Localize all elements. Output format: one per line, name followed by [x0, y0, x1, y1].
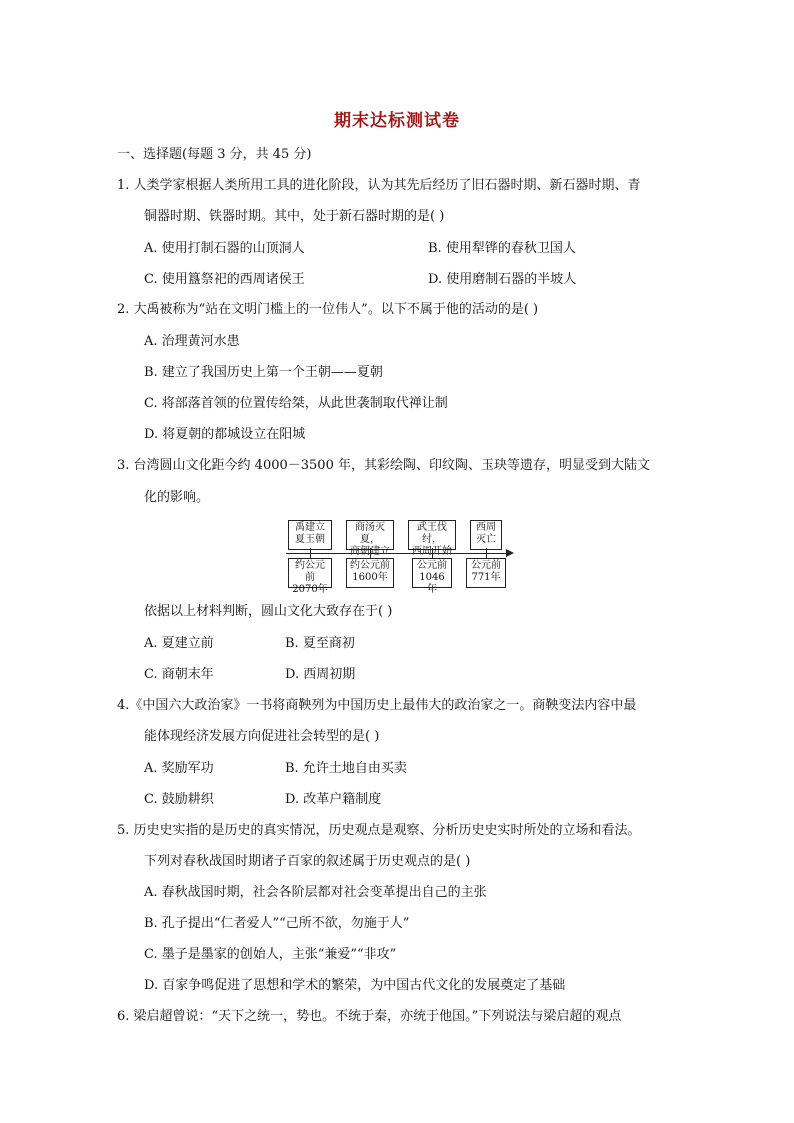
question-4-option-b: B. 允许土地自由买卖	[285, 761, 407, 776]
timeline-date-2	[346, 558, 394, 588]
timeline-tick	[310, 548, 311, 558]
question-2-option-a: A. 治理黄河水患	[144, 334, 240, 349]
question-4-option-a: A. 奖励军功	[144, 761, 214, 776]
question-3-option-a: A. 夏建立前	[144, 636, 214, 651]
timeline-date-4-text: 公元前 771年	[471, 560, 501, 583]
timeline-tick	[486, 548, 487, 558]
timeline-axis	[286, 553, 508, 554]
question-5-option-b: B. 孔子提出“仁者爱人”“己所不欲，勿施于人”	[144, 916, 410, 931]
question-1-line-1: 1. 人类学家根据人类所用工具的进化阶段，认为其先后经历了旧石器时期、新石器时期、青	[117, 178, 641, 193]
question-4-option-c: C. 鼓励耕织	[144, 792, 214, 807]
question-1-option-d: D. 使用磨制石器的半坡人	[428, 272, 577, 287]
timeline-arrow-icon	[506, 549, 514, 557]
question-4-line-2: 能体现经济发展方向促进社会转型的是( )	[144, 729, 380, 744]
question-2-option-c: C. 将部落首领的位置传给桀，从此世袭制取代禅让制	[144, 396, 448, 411]
question-1-option-c: C. 使用簋祭祀的西周诸侯王	[144, 272, 305, 287]
timeline-date-3-text: 公元前 1046年	[417, 560, 447, 595]
timeline-date-2-text: 约公元前 1600年	[350, 560, 390, 583]
history-timeline	[286, 520, 516, 595]
question-1-option-b: B. 使用犁铧的春秋卫国人	[428, 241, 576, 256]
question-5-line-2: 下列对春秋战国时期诸子百家的叙述属于历史观点的是( )	[144, 854, 471, 869]
timeline-event-2	[346, 520, 394, 557]
timeline-event-3-text: 武王伐纣， 西周开始	[412, 522, 452, 557]
question-3-line-1: 3. 台湾圆山文化距今约 4000－3500 年，其彩绘陶、印纹陶、玉玦等遗存，明显受到大陆文	[117, 458, 650, 473]
section-heading: 一、选择题(每题 3 分，共 45 分)	[117, 147, 312, 162]
question-6-line-1: 6. 梁启超曾说：“天下之统一，势也。不统于秦，亦统于他国。”下列说法与梁启超的观点	[117, 1009, 622, 1024]
timeline-date-3	[412, 558, 452, 595]
timeline-event-1-text: 禹建立 夏王朝	[295, 522, 325, 545]
question-4-option-d: D. 改革户籍制度	[285, 792, 382, 807]
question-4-line-1: 4.《中国六大政治家》一书将商鞅列为中国历史上最伟大的政治家之一。商鞅变法内容中最	[117, 698, 637, 713]
question-3-option-d: D. 西周初期	[285, 667, 356, 682]
timeline-event-1	[288, 520, 332, 550]
question-3-line-3: 依据以上材料判断，圆山文化大致存在于( )	[144, 604, 393, 619]
timeline-tick	[432, 548, 433, 558]
question-3-option-c: C. 商朝末年	[144, 667, 214, 682]
timeline-event-4	[470, 520, 502, 550]
timeline-tick	[370, 548, 371, 558]
question-3-line-2: 化的影响。	[144, 490, 210, 505]
timeline-date-4	[466, 558, 506, 588]
question-1-line-2: 铜器时期、铁器时期。其中，处于新石器时期的是( )	[144, 209, 445, 224]
question-5-option-c: C. 墨子是墨家的创始人，主张“兼爱”“非攻”	[144, 947, 397, 962]
timeline-event-2-text: 商汤灭夏， 商朝建立	[350, 522, 390, 557]
question-5-option-d: D. 百家争鸣促进了思想和学术的繁荣，为中国古代文化的发展奠定了基础	[144, 978, 566, 993]
question-2-line-1: 2. 大禹被称为“站在文明门槛上的一位伟人”。以下不属于他的活动的是( )	[117, 302, 539, 317]
timeline-event-4-text: 西周 灭亡	[476, 522, 496, 545]
timeline-event-3	[408, 520, 456, 557]
question-5-line-1: 5. 历史史实指的是历史的真实情况，历史观点是观察、分析历史史实时所处的立场和看法。	[117, 823, 641, 838]
question-1-option-a: A. 使用打制石器的山顶洞人	[144, 241, 305, 256]
question-2-option-b: B. 建立了我国历史上第一个王朝——夏朝	[144, 365, 383, 380]
question-5-option-a: A. 春秋战国时期，社会各阶层都对社会变革提出自己的主张	[144, 885, 487, 900]
timeline-date-1-text: 约公元前 2070年	[292, 560, 328, 595]
question-3-option-b: B. 夏至商初	[285, 636, 355, 651]
question-2-option-d: D. 将夏朝的都城设立在阳城	[144, 427, 306, 442]
timeline-date-1	[288, 558, 332, 595]
exam-title: 期末达标测试卷	[334, 111, 460, 131]
